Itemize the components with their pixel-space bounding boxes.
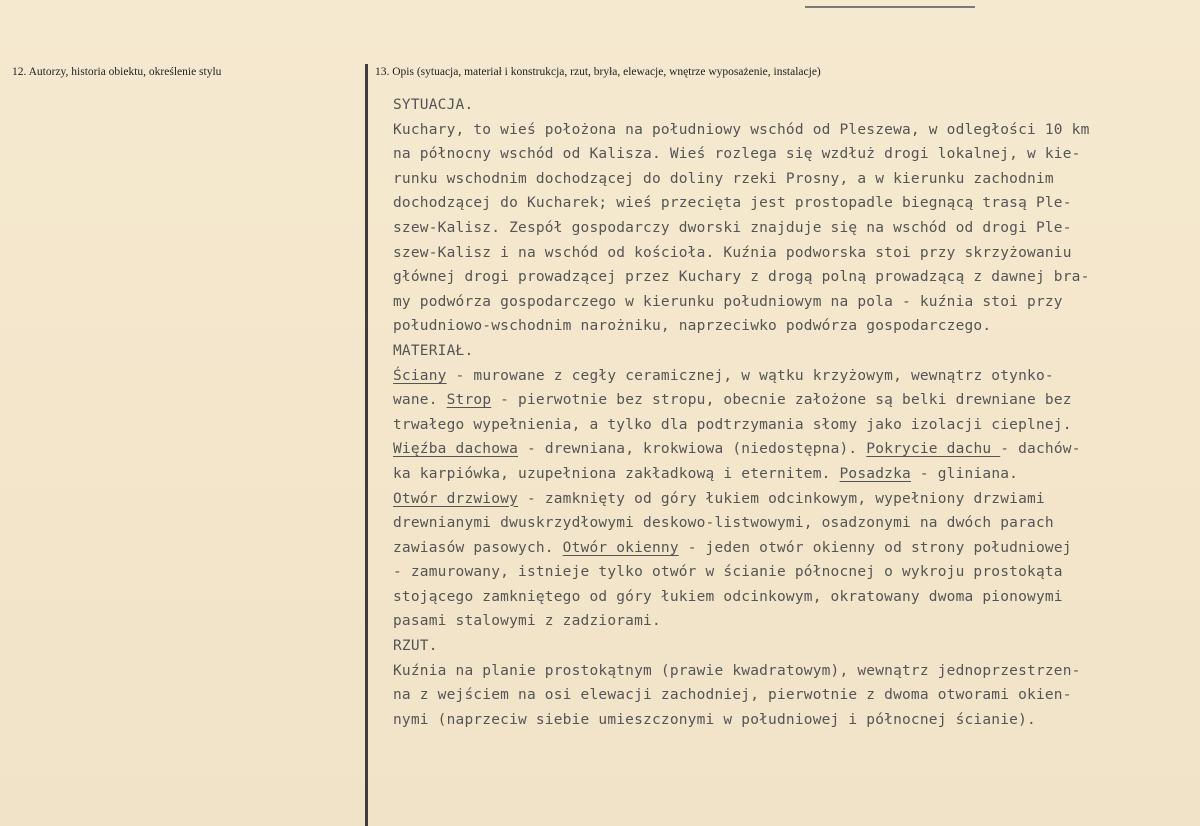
text-line xyxy=(393,487,1193,512)
text-line xyxy=(393,437,1193,462)
field-12-label: 12. Autorzy, historia obiektu, określenie stylu xyxy=(12,66,222,78)
text-segment: - murowane z cegły ceramicznej, w wątku krzyżowym, wewnątrz otynko- xyxy=(446,367,1054,384)
text-line: głównej drogi prowadzącej przez Kuchary z drogą polną prowadzącą z dawnej bra- xyxy=(393,269,1090,286)
text-line: trwałego wypełnienia, a tylko dla podtrzymania słomy jako izolacji cieplnej. xyxy=(393,416,1072,433)
text-line: południowo-wschodnim narożniku, naprzeciwko podwórza gospodarczego. xyxy=(393,318,992,335)
text-line xyxy=(393,536,1193,561)
text-line: RZUT. xyxy=(393,638,438,655)
text-segment: - drewniana, krokwiowa (niedostępna). xyxy=(518,441,867,458)
underlined-term: Posadzka xyxy=(839,465,911,482)
text-line: runku wschodnim dochodzącej do doliny rzeki Prosny, a w kierunku zachodnim xyxy=(393,170,1054,187)
text-line xyxy=(393,364,1193,389)
text-line: dochodzącej do Kucharek; wieś przecięta jest prostopadle biegnącą trasą Ple- xyxy=(393,195,1072,212)
text-line: na z wejściem na osi elewacji zachodniej, pierwotnie z dwoma otworami okien- xyxy=(393,687,1072,704)
field-13-label: 13. Opis (sytuacja, materiał i konstrukcja, rzut, bryła, elewacje, wnętrze wyposażenie, instalacje) xyxy=(375,66,821,78)
underlined-term: Pokrycie dachu xyxy=(866,441,1001,458)
text-line: na północny wschód od Kalisza. Wieś rozlega się wzdłuż drogi lokalnej, w kie- xyxy=(393,146,1081,163)
text-segment: - pierwotnie bez stropu, obecnie założone są belki drewniane bez xyxy=(491,392,1072,409)
text-line: nymi (naprzeciw siebie umieszczonymi w południowej i północnej ścianie). xyxy=(393,711,1036,728)
underlined-term: Otwór drzwiowy xyxy=(393,490,519,507)
text-line: SYTUACJA. xyxy=(393,97,474,113)
text-line: - zamurowany, istnieje tylko otwór w ścianie północnej o wykroju prostokąta xyxy=(393,564,1063,581)
text-segment: - dachów- xyxy=(1000,441,1081,458)
underlined-term: Więźba dachowa xyxy=(393,441,519,458)
text-line: pasami stalowymi z zadziorami. xyxy=(393,613,661,630)
text-segment: wane. xyxy=(393,392,447,409)
underlined-term: Otwór okienny xyxy=(562,539,679,556)
text-line: szew-Kalisz i na wschód od kościoła. Kuźnia podworska stoi przy skrzyżowaniu xyxy=(393,244,1072,261)
text-line: Kuźnia na planie prostokątnym (prawie kwadratowym), wewnątrz jednoprzestrzen- xyxy=(393,662,1081,679)
text-line xyxy=(393,462,1193,487)
text-segment: ka karpiówka, uzupełniona zakładkową i eternitem. xyxy=(393,465,840,482)
top-edge-strip xyxy=(805,0,975,8)
text-line xyxy=(393,388,1193,413)
text-segment: - jeden otwór okienny od strony południowej xyxy=(678,539,1072,556)
text-line: my podwórza gospodarczego w kierunku południowym na pola - kuźnia stoi przy xyxy=(393,293,1063,310)
underlined-term: Strop xyxy=(446,392,492,409)
underlined-term: Ściany xyxy=(393,367,447,384)
text-line: MATERIAŁ. xyxy=(393,342,474,359)
column-divider xyxy=(365,64,368,826)
text-line: drewnianymi dwuskrzydłowymi deskowo-listwowymi, osadzonymi na dwóch parach xyxy=(393,515,1054,532)
description-text xyxy=(393,93,1193,732)
text-line: Kuchary, to wieś położona na południowy wschód od Pleszewa, w odległości 10 km xyxy=(393,121,1090,138)
text-segment: - gliniana. xyxy=(910,465,1019,482)
text-segment: zawiasów pasowych. xyxy=(393,539,563,556)
text-segment: - zamknięty od góry łukiem odcinkowym, wypełniony drzwiami xyxy=(518,490,1045,507)
text-line: szew-Kalisz. Zespół gospodarczy dworski znajduje się na wschód od drogi Ple- xyxy=(393,219,1072,236)
text-line: stojącego zamkniętego od góry łukiem odcinkowym, okratowany dwoma pionowymi xyxy=(393,588,1063,605)
